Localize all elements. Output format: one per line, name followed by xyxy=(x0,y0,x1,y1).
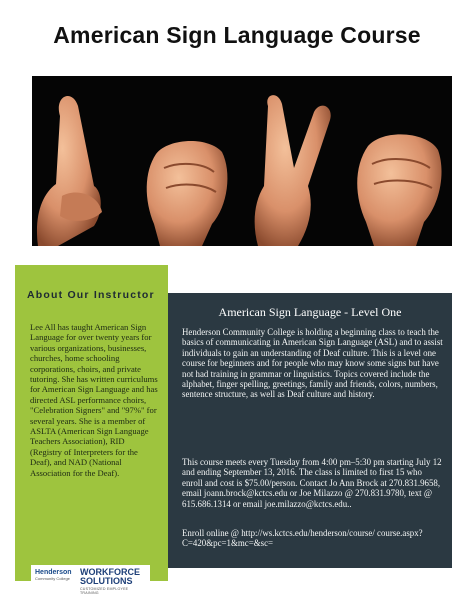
henderson-name: Henderson xyxy=(35,569,72,576)
instructor-heading: About Our Instructor xyxy=(27,289,155,301)
course-title: American Sign Language - Level One xyxy=(218,305,402,319)
workforce-line2: SOLUTIONS xyxy=(80,576,133,586)
enroll-link[interactable]: Enroll online @ http://ws.kctcs.edu/henderson/course/ course.aspx?C=420&pc=1&mc=&sc= xyxy=(182,528,423,549)
henderson-logo xyxy=(35,569,72,581)
course-schedule: This course meets every Tuesday from 4:00 pm–5:30 pm starting July 12 and ending September 13, 2016. The class is limited to first 15 who enroll and cost is $75.00/person. Contact Jo Ann Brock at 270.831.9658, email joann.brock@kctcs.edu or Joe Milazzo @ 270.831.9780, text @ 615.686.1314 or email joe.milazzo@kctcs.edu.. xyxy=(182,457,442,509)
workforce-tagline: CUSTOMIZED EMPLOYEE TRAINING xyxy=(80,587,129,595)
hands-photo xyxy=(32,76,452,246)
workforce-logo xyxy=(31,563,150,597)
workforce-solutions-mark xyxy=(80,568,148,595)
workforce-line1: WORKFORCE xyxy=(80,567,140,577)
course-description: Henderson Community College is holding a beginning class to teach the basics of communicating in American Sign Language (ASL) and to assist individuals to gain an understanding of Deaf culture. This is a level one course for beginners and for people who may know some signs but have not had training in grammar or linguistics. Topics covered include the alphabet, finger spelling, greetings, family and friends, colors, numbers, sentence structure, as well as Deaf culture and history. xyxy=(182,327,443,400)
page-title: American Sign Language Course xyxy=(53,22,421,48)
henderson-sub: Community College xyxy=(35,576,70,581)
course-panel xyxy=(168,293,452,568)
instructor-bio: Lee All has taught American Sign Language for over twenty years for various organizations, businesses, churches, home schooling corporations, choirs, and private tutoring. She has written curriculums for American Sign Language and has directed ASL performance choirs, "Celebration Signers" and "97%" for several years. She is a member of ASLTA (American Sign Language Teachers Association), RID (Registry of Interpreters for the Deaf), and NAD (National Association for the Deaf). xyxy=(30,322,158,478)
hands-illustration xyxy=(32,76,452,246)
